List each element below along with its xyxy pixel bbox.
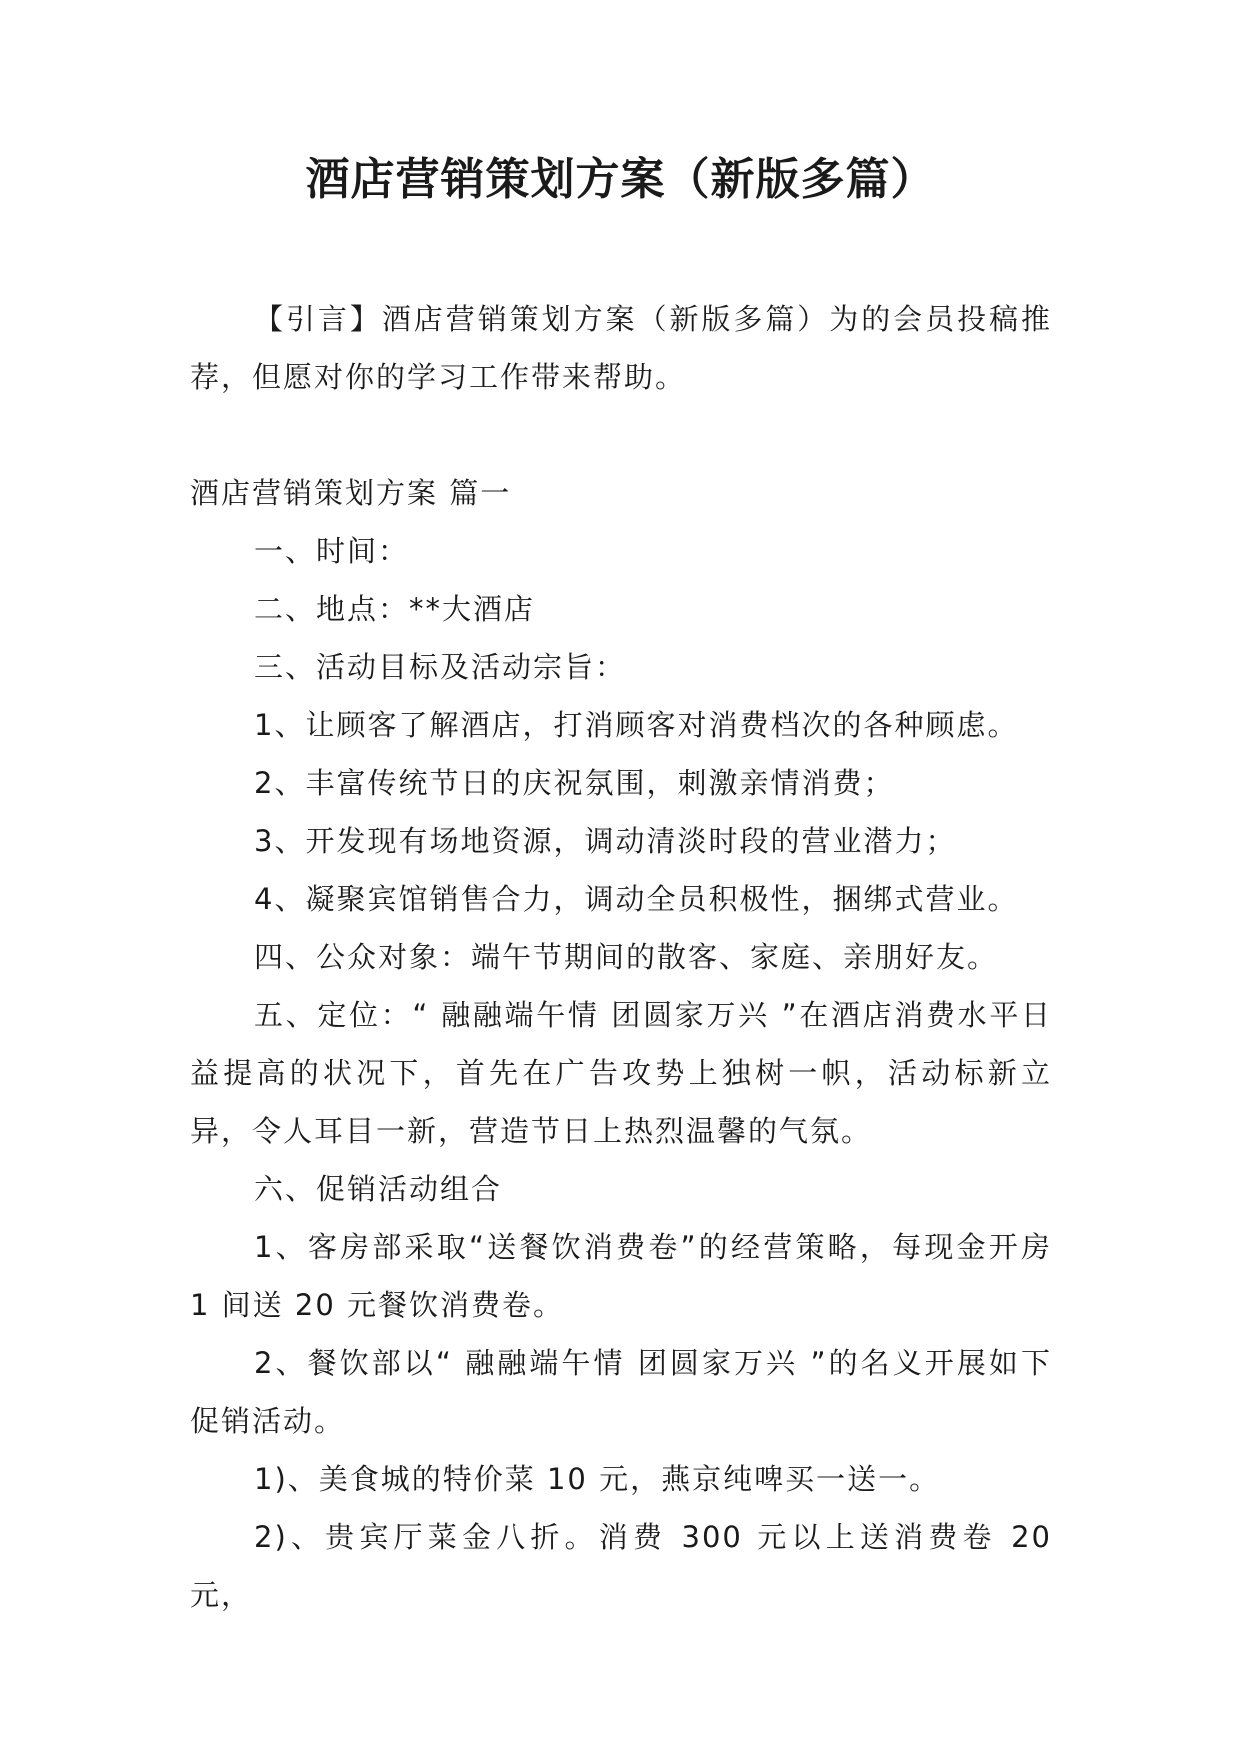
paragraph-goals-heading: 三、活动目标及活动宗旨： — [254, 650, 627, 684]
paragraph-promo-2-2: 2)、贵宾厅菜金八折。消费 300 元以上送消费卷 20 元， — [190, 1520, 1052, 1612]
paragraph-goal-4: 4、凝聚宾馆销售合力，调动全员积极性，捆绑式营业。 — [254, 882, 1019, 916]
paragraph-positioning: 五、定位：“ 融融端午情 团圆家万兴 ”在酒店消费水平日益提高的状况下，首先在广告攻势上独树一帜，活动标新立异，令人耳目一新，营造节日上热烈温馨的气氛。 — [190, 998, 1052, 1148]
paragraph-goal-2: 2、丰富传统节日的庆祝氛围，刺激亲情消费； — [254, 766, 895, 800]
paragraph-promo-1: 1、客房部采取“送餐饮消费卷”的经营策略，每现金开房 1 间送 20 元餐饮消费卷。 — [190, 1230, 1052, 1322]
paragraph-goal-3: 3、开发现有场地资源，调动清淡时段的营业潜力； — [254, 824, 957, 858]
paragraph-location: 二、地点：**大酒店 — [254, 592, 536, 626]
document-body — [190, 290, 1052, 1624]
paragraph-time: 一、时间： — [254, 534, 410, 568]
section-heading: 酒店营销策划方案 篇一 — [190, 476, 512, 510]
document-title: 酒店营销策划方案（新版多篇） — [305, 154, 936, 205]
intro-paragraph: 【引言】酒店营销策划方案（新版多篇）为的会员投稿推荐，但愿对你的学习工作带来帮助。 — [190, 302, 1052, 394]
paragraph-promo-2-1: 1)、美食城的特价菜 10 元，燕京纯啤买一送一。 — [254, 1462, 941, 1496]
paragraph-promo-heading: 六、促销活动组合 — [254, 1172, 503, 1206]
paragraph-promo-2: 2、餐饮部以“ 融融端午情 团圆家万兴 ”的名义开展如下促销活动。 — [190, 1346, 1052, 1438]
paragraph-audience: 四、公众对象：端午节期间的散客、家庭、亲朋好友。 — [254, 940, 999, 974]
paragraph-goal-1: 1、让顾客了解酒店，打消顾客对消费档次的各种顾虑。 — [254, 708, 1019, 742]
spacer — [190, 406, 1052, 464]
